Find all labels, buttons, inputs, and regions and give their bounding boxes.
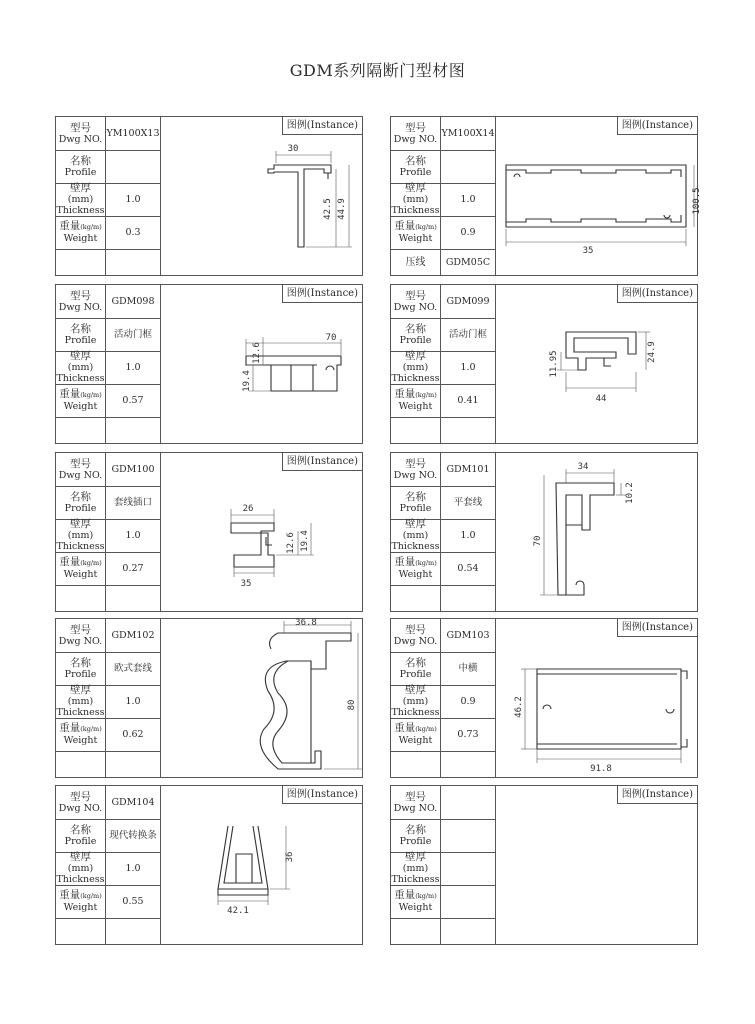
dwg-value: GDM104 bbox=[106, 786, 161, 819]
extra-value bbox=[106, 585, 161, 611]
dimension-label: 91.8 bbox=[590, 764, 612, 774]
profile-card-7 bbox=[55, 618, 363, 778]
weight-value: 0.27 bbox=[106, 552, 161, 585]
dimension-label: 10.2 bbox=[625, 482, 635, 504]
extra-value bbox=[106, 417, 161, 443]
thickness-value: 0.9 bbox=[441, 685, 496, 718]
extra-label bbox=[391, 585, 441, 611]
dimension-label: 19.4 bbox=[300, 530, 310, 552]
instance-label: 图例(Instance) bbox=[282, 786, 362, 804]
thickness-label: 壁厚 (mm) Thickness bbox=[56, 684, 105, 718]
extra-value bbox=[106, 918, 161, 944]
profile-card-10 bbox=[390, 785, 698, 945]
thickness-value: 1.0 bbox=[441, 519, 496, 552]
instance-label: 图例(Instance) bbox=[617, 619, 697, 637]
thickness-label: 壁厚 (mm) Thickness bbox=[391, 182, 440, 216]
dwg-label: 型号 Dwg NO. bbox=[56, 786, 106, 819]
dwg-label: 型号 Dwg NO. bbox=[56, 117, 106, 150]
dwg-label: 型号 Dwg NO. bbox=[391, 117, 441, 150]
weight-label: 重量(kg/m) Weight bbox=[56, 552, 106, 585]
thickness-value: 1.0 bbox=[106, 351, 161, 384]
weight-value bbox=[441, 885, 496, 918]
profile-card-1 bbox=[55, 116, 363, 276]
instance-label: 图例(Instance) bbox=[282, 117, 362, 135]
profile-card-5 bbox=[55, 452, 363, 612]
thickness-label: 壁厚 (mm) Thickness bbox=[391, 518, 440, 552]
extra-value bbox=[441, 585, 496, 611]
dwg-label: 型号 Dwg NO. bbox=[391, 453, 441, 486]
weight-value: 0.62 bbox=[106, 718, 161, 751]
dimension-label: 70 bbox=[533, 535, 543, 547]
thickness-label: 壁厚 (mm) Thickness bbox=[391, 350, 440, 384]
dwg-label: 型号 Dwg NO. bbox=[391, 786, 441, 819]
profile-label: 名称 Profile bbox=[56, 652, 106, 685]
thickness-label: 壁厚 (mm) Thickness bbox=[56, 851, 105, 885]
dwg-value bbox=[441, 786, 496, 819]
profile-value bbox=[441, 819, 496, 852]
dwg-value: GDM101 bbox=[441, 453, 496, 486]
extra-value bbox=[441, 417, 496, 443]
profile-label: 名称 Profile bbox=[56, 318, 106, 351]
weight-value: 0.3 bbox=[106, 216, 161, 249]
dwg-value: YM100X13 bbox=[106, 117, 161, 150]
dimension-label: 46.2 bbox=[514, 696, 524, 718]
profile-label: 名称 Profile bbox=[56, 486, 106, 519]
extra-value bbox=[106, 249, 161, 275]
thickness-label: 壁厚 (mm) Thickness bbox=[391, 851, 440, 885]
profile-card-8 bbox=[390, 618, 698, 778]
profile-value: 中横 bbox=[441, 652, 496, 685]
dimension-label: 12.6 bbox=[286, 532, 296, 554]
profile-drawing bbox=[256, 137, 356, 257]
extra-label bbox=[56, 249, 106, 275]
dimension-label: 36.8 bbox=[295, 618, 317, 628]
profile-value: 现代转换条 bbox=[106, 819, 161, 852]
thickness-value: 1.0 bbox=[106, 183, 161, 216]
weight-value: 0.41 bbox=[441, 384, 496, 417]
profile-label: 名称 Profile bbox=[391, 486, 441, 519]
instance-label: 图例(Instance) bbox=[617, 786, 697, 804]
weight-label: 重量(kg/m) Weight bbox=[391, 885, 441, 918]
dwg-label: 型号 Dwg NO. bbox=[56, 453, 106, 486]
weight-label: 重量(kg/m) Weight bbox=[391, 384, 441, 417]
profile-value: 活动门框 bbox=[441, 318, 496, 351]
weight-label: 重量(kg/m) Weight bbox=[391, 552, 441, 585]
profile-value bbox=[106, 150, 161, 183]
dimension-label: 100.5 bbox=[692, 187, 702, 215]
weight-label: 重量(kg/m) Weight bbox=[391, 216, 441, 249]
dimension-label: 44.9 bbox=[337, 198, 347, 220]
profile-value: 套线插口 bbox=[106, 486, 161, 519]
dwg-label: 型号 Dwg NO. bbox=[391, 285, 441, 318]
dimension-label: 80 bbox=[347, 699, 357, 711]
dwg-value: GDM099 bbox=[441, 285, 496, 318]
dimension-label: 44 bbox=[595, 394, 607, 404]
profile-drawing bbox=[196, 619, 366, 779]
dimension-label: 42.1 bbox=[227, 906, 249, 916]
dimension-label: 35 bbox=[582, 246, 594, 256]
profile-drawing bbox=[496, 147, 702, 257]
profile-card-6 bbox=[390, 452, 698, 612]
extra-value bbox=[106, 751, 161, 777]
profile-label: 名称 Profile bbox=[391, 150, 441, 183]
weight-label: 重量(kg/m) Weight bbox=[56, 885, 106, 918]
thickness-value bbox=[441, 852, 496, 885]
thickness-label: 壁厚 (mm) Thickness bbox=[56, 518, 105, 552]
dimension-label: 42.5 bbox=[323, 198, 333, 220]
profile-value bbox=[441, 150, 496, 183]
thickness-label: 壁厚 (mm) Thickness bbox=[56, 182, 105, 216]
weight-value: 0.9 bbox=[441, 216, 496, 249]
extra-label bbox=[56, 417, 106, 443]
extra-label: 压线 bbox=[391, 249, 441, 275]
dwg-value: GDM103 bbox=[441, 619, 496, 652]
thickness-value: 1.0 bbox=[441, 351, 496, 384]
page-title: GDM系列隔断门型材图 bbox=[289, 61, 466, 80]
dimension-label: 70 bbox=[325, 333, 337, 343]
profile-card-2 bbox=[390, 116, 702, 276]
profile-value: 活动门框 bbox=[106, 318, 161, 351]
extra-label bbox=[391, 417, 441, 443]
extra-value: GDM05C bbox=[441, 249, 496, 275]
dimension-label: 26 bbox=[242, 504, 254, 514]
profile-drawing bbox=[191, 325, 381, 415]
profile-value: 平套线 bbox=[441, 486, 496, 519]
thickness-value: 1.0 bbox=[106, 852, 161, 885]
extra-label bbox=[56, 918, 106, 944]
instance-label: 图例(Instance) bbox=[617, 117, 697, 135]
extra-label bbox=[56, 751, 106, 777]
profile-drawing bbox=[526, 330, 696, 420]
profile-label: 名称 Profile bbox=[391, 652, 441, 685]
thickness-label: 壁厚 (mm) Thickness bbox=[391, 684, 440, 718]
weight-label: 重量(kg/m) Weight bbox=[391, 718, 441, 751]
dimension-label: 36 bbox=[285, 851, 295, 863]
weight-value: 0.57 bbox=[106, 384, 161, 417]
thickness-value: 1.0 bbox=[441, 183, 496, 216]
thickness-label: 壁厚 (mm) Thickness bbox=[56, 350, 105, 384]
profile-drawing bbox=[206, 493, 366, 593]
instance-label: 图例(Instance) bbox=[282, 285, 362, 303]
weight-value: 0.73 bbox=[441, 718, 496, 751]
dwg-label: 型号 Dwg NO. bbox=[56, 619, 106, 652]
profile-drawing bbox=[501, 649, 701, 779]
thickness-value: 1.0 bbox=[106, 685, 161, 718]
extra-value bbox=[441, 751, 496, 777]
extra-label bbox=[391, 751, 441, 777]
dwg-value: GDM098 bbox=[106, 285, 161, 318]
weight-label: 重量(kg/m) Weight bbox=[56, 216, 106, 249]
dwg-value: YM100X14 bbox=[441, 117, 496, 150]
dimension-label: 35 bbox=[240, 579, 252, 589]
extra-value bbox=[441, 918, 496, 944]
instance-label: 图例(Instance) bbox=[617, 285, 697, 303]
thickness-value: 1.0 bbox=[106, 519, 161, 552]
weight-value: 0.55 bbox=[106, 885, 161, 918]
dimension-label: 34 bbox=[577, 462, 589, 472]
profile-drawing bbox=[526, 455, 696, 605]
dwg-value: GDM100 bbox=[106, 453, 161, 486]
weight-label: 重量(kg/m) Weight bbox=[56, 384, 106, 417]
profile-label: 名称 Profile bbox=[56, 150, 106, 183]
profile-value: 欧式套线 bbox=[106, 652, 161, 685]
dwg-label: 型号 Dwg NO. bbox=[56, 285, 106, 318]
dimension-label: 19.4 bbox=[242, 370, 252, 392]
instance-label: 图例(Instance) bbox=[282, 453, 362, 471]
dimension-label: 24.9 bbox=[647, 341, 657, 363]
dwg-value: GDM102 bbox=[106, 619, 161, 652]
profile-label: 名称 Profile bbox=[391, 819, 441, 852]
weight-value: 0.54 bbox=[441, 552, 496, 585]
dimension-label: 11.95 bbox=[549, 350, 559, 378]
dimension-label: 30 bbox=[287, 144, 299, 154]
extra-label bbox=[391, 918, 441, 944]
dwg-label: 型号 Dwg NO. bbox=[391, 619, 441, 652]
profile-card-3 bbox=[55, 284, 363, 444]
profile-drawing bbox=[206, 821, 366, 941]
profile-card-9 bbox=[55, 785, 363, 945]
weight-label: 重量(kg/m) Weight bbox=[56, 718, 106, 751]
extra-label bbox=[56, 585, 106, 611]
dimension-label: 12.6 bbox=[252, 342, 262, 364]
profile-label: 名称 Profile bbox=[56, 819, 106, 852]
profile-card-4 bbox=[390, 284, 698, 444]
profile-label: 名称 Profile bbox=[391, 318, 441, 351]
